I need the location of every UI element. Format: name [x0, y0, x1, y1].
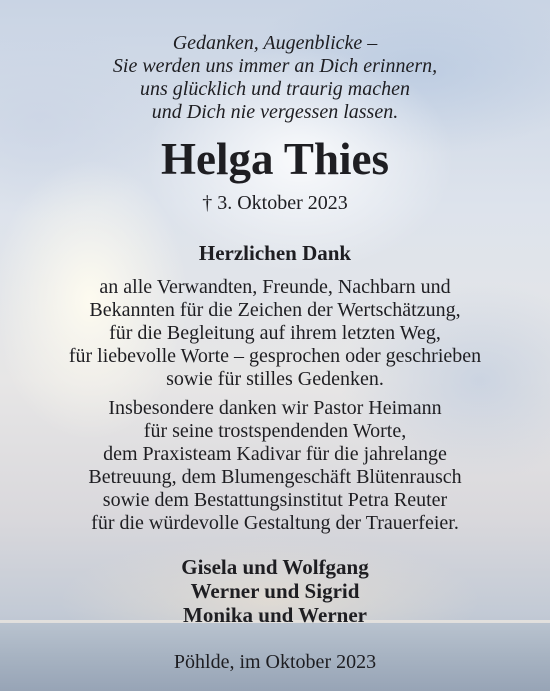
text-line: Insbesondere danken wir Pastor Heimann — [108, 397, 442, 419]
poem-line: Sie werden uns immer an Dich erinnern, — [112, 55, 438, 77]
text-line: für liebevolle Worte – gesprochen oder geschrieben — [68, 345, 482, 367]
text-line: sowie für stilles Gedenken. — [166, 368, 384, 390]
place-date: Pöhlde, im Oktober 2023 — [173, 651, 377, 673]
text-line: für seine trostspendenden Worte, — [143, 420, 407, 442]
signature-line: Werner und Sigrid — [190, 579, 360, 603]
text-line: dem Praxisteam Kadivar für die jahrelange — [103, 443, 447, 465]
text-line: für die würdevolle Gestaltung der Trauerfeier. — [91, 512, 459, 534]
text-line: sowie dem Bestattungsinstitut Petra Reuter — [102, 489, 448, 511]
text-line: für die Begleitung auf ihrem letzten Weg, — [109, 322, 441, 344]
poem-line: Gedanken, Augenblicke – — [172, 32, 378, 54]
poem-line: und Dich nie vergessen lassen. — [151, 101, 399, 123]
deceased-name: Helga Thies — [161, 134, 389, 184]
text-line: Bekannten für die Zeichen der Wertschätzung, — [89, 299, 461, 321]
text-line: an alle Verwandten, Freunde, Nachbarn und — [99, 276, 451, 298]
poem-line: uns glücklich und traurig machen — [140, 78, 410, 100]
signature-line: Monika und Werner — [183, 603, 367, 627]
signature-line: Gisela und Wolfgang — [181, 555, 369, 579]
thanks-heading: Herzlichen Dank — [198, 241, 352, 265]
death-date: † 3. Oktober 2023 — [202, 192, 348, 214]
text-line: Betreuung, dem Blumengeschäft Blütenrausch — [88, 466, 462, 488]
